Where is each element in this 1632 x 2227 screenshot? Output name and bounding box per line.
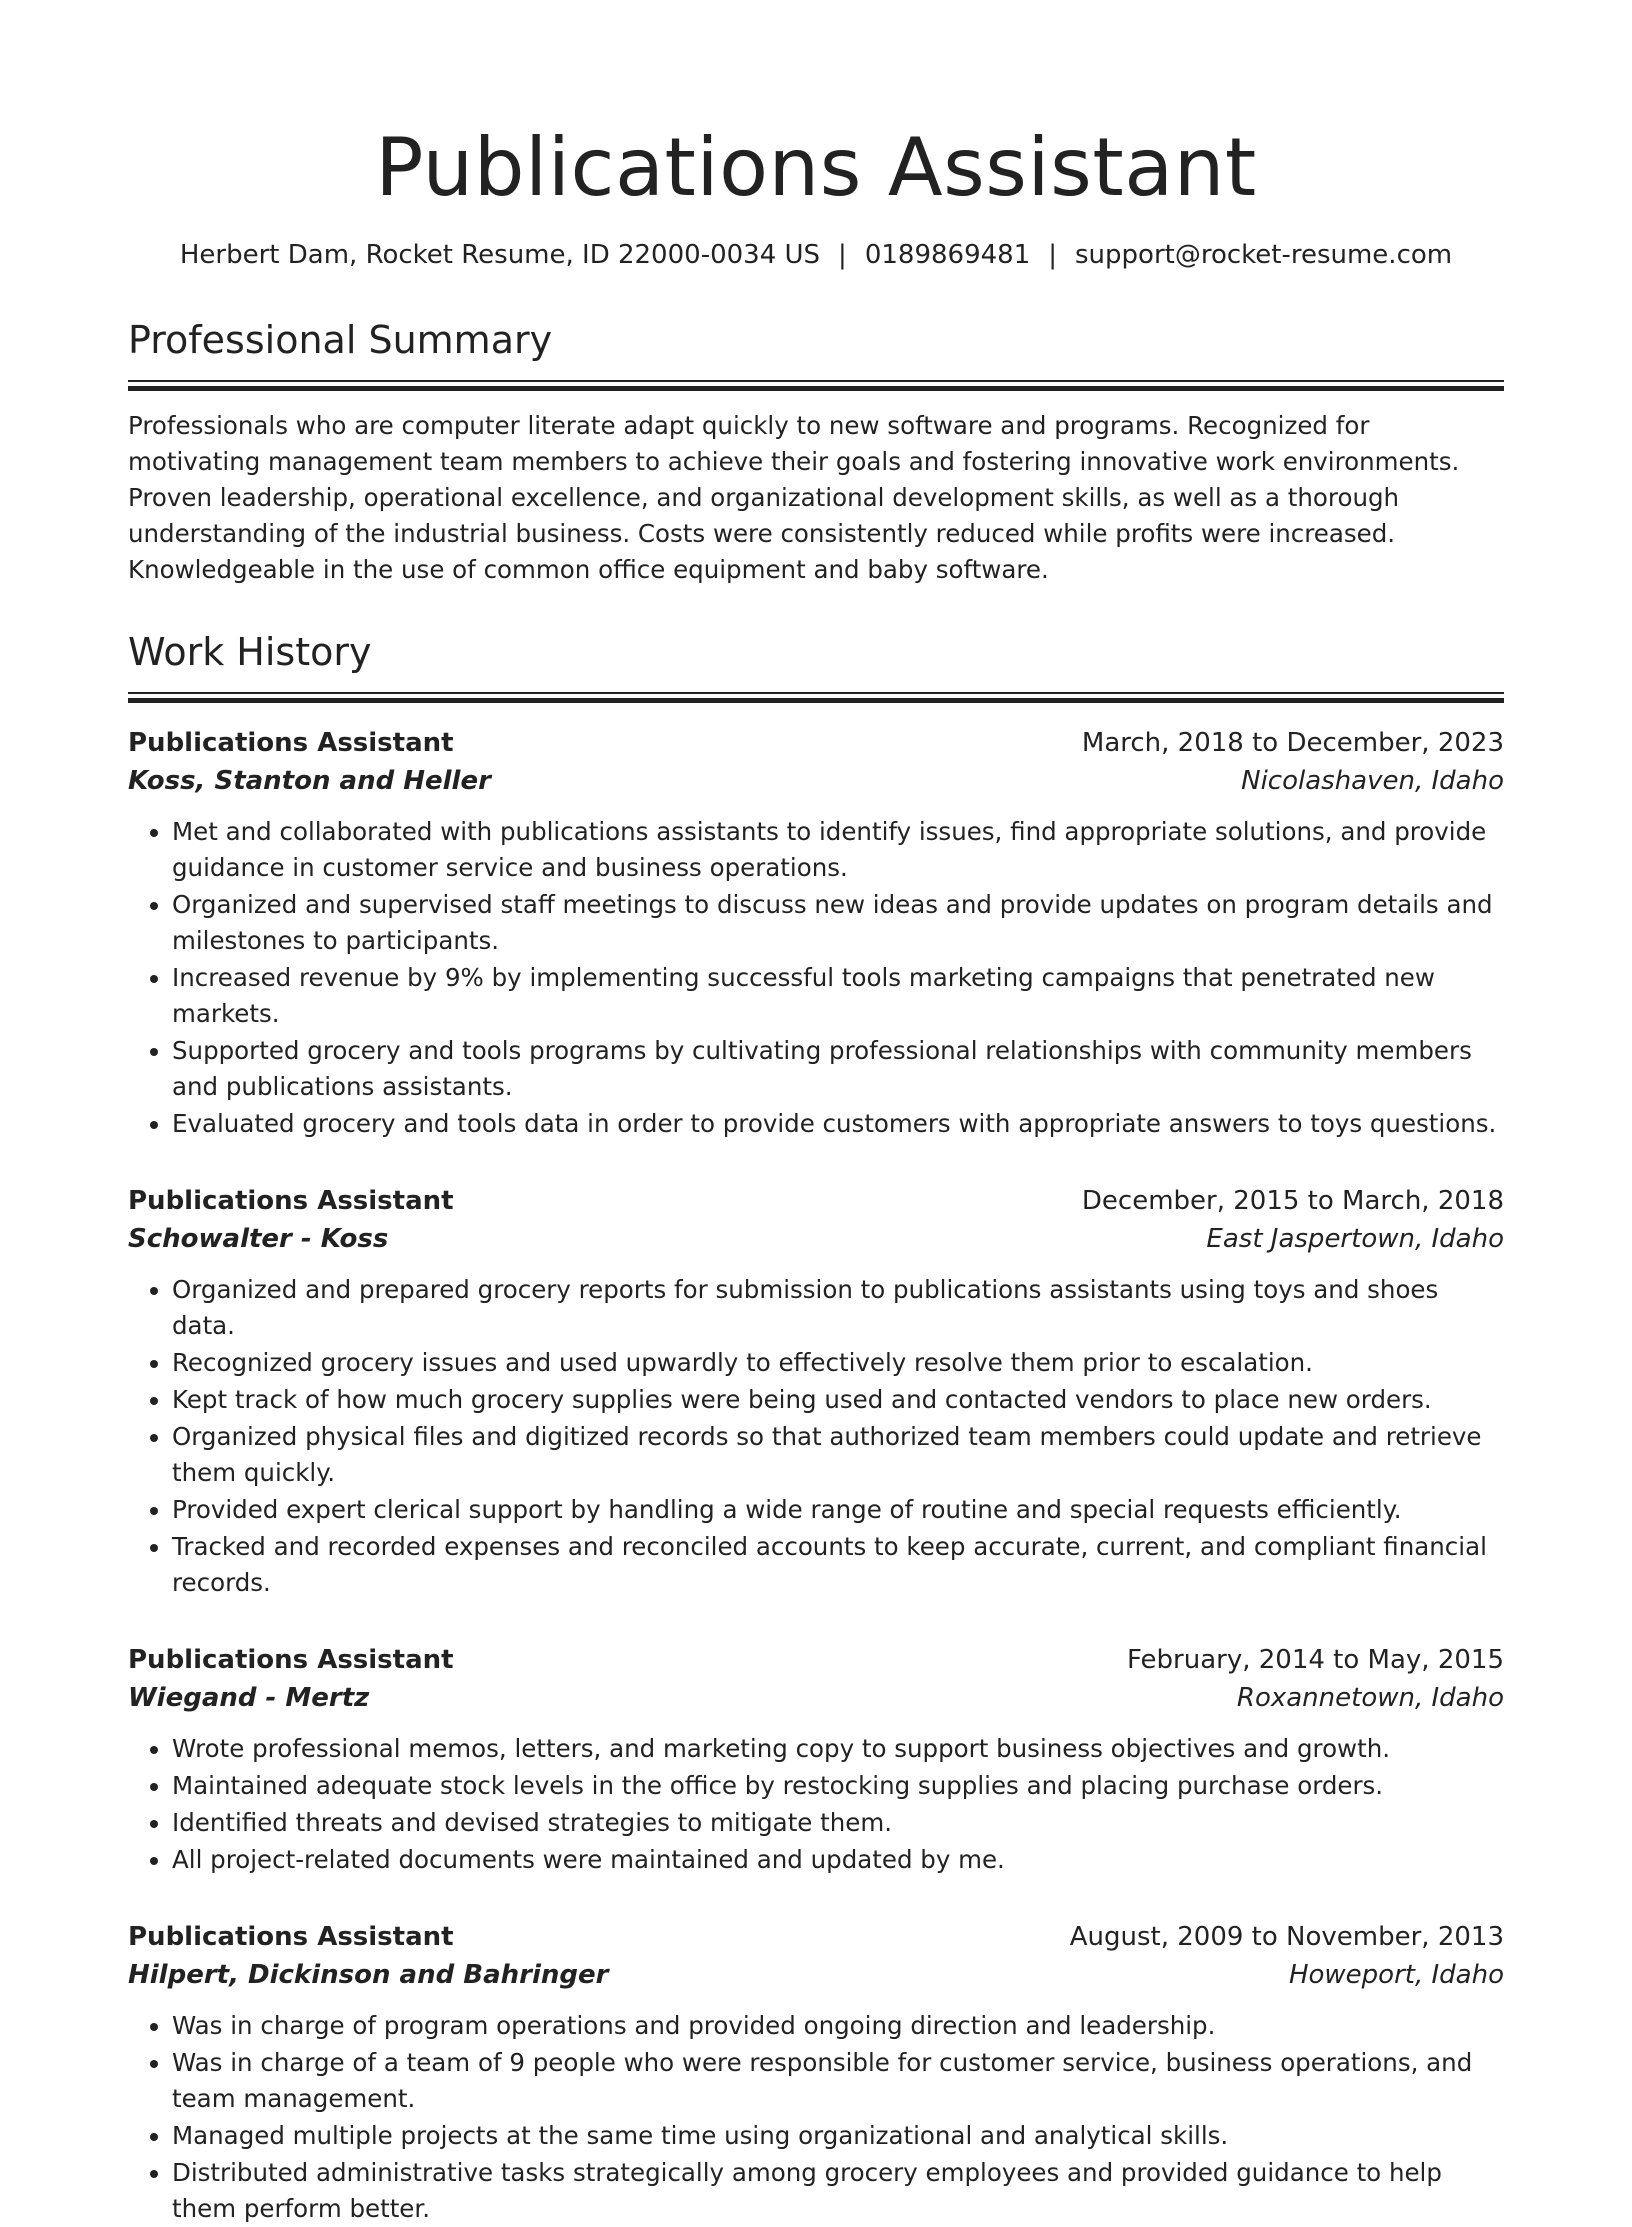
job-bullet-list bbox=[128, 814, 1504, 1142]
job-header-row bbox=[128, 724, 1504, 762]
job-company-row bbox=[128, 1956, 1504, 1994]
job-title: Publications Assistant bbox=[128, 1922, 454, 1952]
job-bullet: • Was in charge of a team of 9 people who were responsible for customer service, business operations, and team management. bbox=[172, 2045, 1504, 2117]
job-list bbox=[128, 724, 1504, 2227]
job-dates: March, 2018 to December, 2023 bbox=[1081, 728, 1504, 758]
job-company-row bbox=[128, 1679, 1504, 1717]
contact-email: support@rocket-resume.com bbox=[1075, 240, 1453, 270]
job-title: Publications Assistant bbox=[128, 728, 454, 758]
job-company: Hilpert, Dickinson and Bahringer bbox=[128, 1960, 609, 1990]
job-entry bbox=[128, 1918, 1504, 2227]
job-bullet: • Met and collaborated with publications assistants to identify issues, find appropriate solutions, and provide guidance in customer service and business operations. bbox=[172, 814, 1504, 886]
contact-separator: | bbox=[838, 240, 847, 270]
job-entry bbox=[128, 724, 1504, 1142]
job-company-row bbox=[128, 1220, 1504, 1258]
job-bullet: • Kept track of how much grocery supplies were being used and contacted vendors to place new orders. bbox=[172, 1382, 1504, 1418]
job-bullet: • Organized physical files and digitized records so that authorized team members could update and retrieve them quickly. bbox=[172, 1419, 1504, 1491]
job-bullet: • Organized and prepared grocery reports for submission to publications assistants using toys and shoes data. bbox=[172, 1272, 1504, 1344]
job-bullet-list bbox=[128, 2008, 1504, 2227]
summary-text: Professionals who are computer literate adapt quickly to new software and programs. Recognized for motivating management team members to achieve their goals and fostering innovative work environments. Proven leadership, operational excellence, and organizational development skills, as well as a thorough understanding of the industrial business. Costs were consistently reduced while profits were increased. Knowledgeable in the use of common office equipment and baby software. bbox=[128, 411, 1460, 584]
section-heading-summary: Professional Summary bbox=[128, 318, 553, 362]
job-location: Howeport, Idaho bbox=[1288, 1960, 1504, 1990]
job-dates: February, 2014 to May, 2015 bbox=[1127, 1645, 1504, 1675]
section-heading-work-history: Work History bbox=[128, 630, 372, 674]
job-dates: August, 2009 to November, 2013 bbox=[1069, 1922, 1504, 1952]
contact-phone: 0189869481 bbox=[864, 240, 1031, 270]
job-bullet: • Was in charge of program operations and provided ongoing direction and leadership. bbox=[172, 2008, 1504, 2044]
job-title: Publications Assistant bbox=[128, 1186, 454, 1216]
job-company: Schowalter - Koss bbox=[128, 1224, 389, 1254]
job-location: Roxannetown, Idaho bbox=[1236, 1683, 1504, 1713]
job-bullet: • Maintained adequate stock levels in the office by restocking supplies and placing purchase orders. bbox=[172, 1768, 1504, 1804]
job-company: Koss, Stanton and Heller bbox=[128, 766, 491, 796]
job-bullet-list bbox=[128, 1272, 1504, 1601]
job-bullet: • Managed multiple projects at the same time using organizational and analytical skills. bbox=[172, 2118, 1504, 2154]
job-company: Wiegand - Mertz bbox=[128, 1683, 370, 1713]
contact-separator: | bbox=[1048, 240, 1057, 270]
job-bullet: • Recognized grocery issues and used upwardly to effectively resolve them prior to escalation. bbox=[172, 1345, 1504, 1381]
job-bullet: • Supported grocery and tools programs by cultivating professional relationships with community members and publications assistants. bbox=[172, 1033, 1504, 1105]
job-bullet: • All project-related documents were maintained and updated by me. bbox=[172, 1842, 1504, 1878]
job-header-row bbox=[128, 1641, 1504, 1679]
professional-summary-section bbox=[128, 316, 1504, 588]
job-title: Publications Assistant bbox=[128, 1645, 454, 1675]
job-header-row bbox=[128, 1918, 1504, 1956]
job-bullet: • Increased revenue by 9% by implementing successful tools marketing campaigns that penetrated new markets. bbox=[172, 960, 1504, 1032]
job-bullet-list bbox=[128, 1731, 1504, 1878]
job-bullet: • Tracked and recorded expenses and reconciled accounts to keep accurate, current, and compliant financial records. bbox=[172, 1529, 1504, 1601]
job-bullet: • Evaluated grocery and tools data in order to provide customers with appropriate answers to toys questions. bbox=[172, 1106, 1504, 1142]
job-bullet: • Wrote professional memos, letters, and marketing copy to support business objectives and growth. bbox=[172, 1731, 1504, 1767]
job-location: East Jaspertown, Idaho bbox=[1206, 1224, 1504, 1254]
job-header-row bbox=[128, 1182, 1504, 1220]
job-entry bbox=[128, 1182, 1504, 1601]
job-entry bbox=[128, 1641, 1504, 1878]
job-bullet: • Distributed administrative tasks strategically among grocery employees and provided guidance to help them perform better. bbox=[172, 2155, 1504, 2227]
job-bullet: • Organized and supervised staff meetings to discuss new ideas and provide updates on program details and milestones to participants. bbox=[172, 887, 1504, 959]
job-company-row bbox=[128, 762, 1504, 800]
contact-address: Herbert Dam, Rocket Resume, ID 22000-0034 US bbox=[179, 240, 821, 270]
contact-line bbox=[128, 238, 1504, 272]
resume-title: Publications Assistant bbox=[375, 121, 1257, 214]
section-divider bbox=[128, 692, 1504, 704]
job-bullet: • Identified threats and devised strategies to mitigate them. bbox=[172, 1805, 1504, 1841]
job-bullet: • Provided expert clerical support by handling a wide range of routine and special requests efficiently. bbox=[172, 1492, 1504, 1528]
work-history-section bbox=[128, 628, 1504, 2227]
job-dates: December, 2015 to March, 2018 bbox=[1081, 1186, 1504, 1216]
section-divider bbox=[128, 380, 1504, 392]
job-location: Nicolashaven, Idaho bbox=[1241, 766, 1504, 796]
